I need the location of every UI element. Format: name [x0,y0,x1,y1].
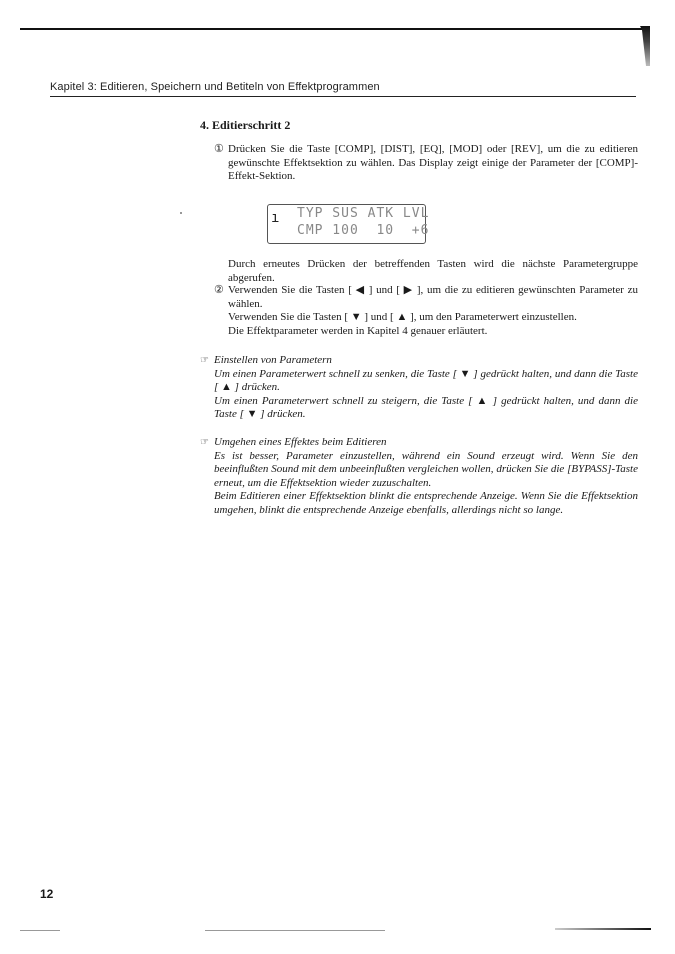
tip-bypass-while-editing [200,436,638,517]
step-2-number: ② [214,284,224,296]
section-title: 4. Editierschritt 2 [200,118,291,132]
step-2-line-3: Die Effektparameter werden in Kapitel 4 genauer erläutert. [228,324,488,337]
tip-adjusting-parameters [200,354,638,422]
page-number: 12 [40,887,54,901]
lcd-line-2: CMP 100 10 +6 [297,223,430,238]
tip-2-line-2: Beim Editieren einer Effektsektion blinkt die entsprechende Anzeige. Wenn Sie die Effektsektion umgehen, blinkt die entsprechende Anzeige ebenfalls, allerdings nicht so lange. [214,490,638,516]
top-rule-edge [640,26,650,66]
lcd-line-1: TYP SUS ATK LVL [297,206,430,221]
tip-2-heading: Umgehen eines Effektes beim Editieren [214,436,387,448]
pointing-hand-icon: ☞ [200,355,209,366]
tip-1-line-2: Um einen Parameterwert schnell zu steigern, die Taste [ ▲ ] gedrückt halten, und dann die Taste [ ▼ ] drücken. [214,394,638,420]
step-2 [214,284,638,338]
pointing-hand-icon: ☞ [200,437,209,448]
lcd-note: Durch erneutes Drücken der betreffenden Tasten wird die nächste Parametergruppe abgerufen. [228,258,638,284]
scan-speck [180,212,182,214]
step-2-line-1: Verwenden Sie die Tasten [ ◀ ] und [ ▶ ], um die zu editieren gewünschten Parameter zu wählen. [228,284,638,310]
tip-2-line-1: Es ist besser, Parameter einzustellen, während ein Sound erzeugt wird. Wenn Sie den beeinflußten Sound mit dem unbeeinflußten vergleichen wollen, drücken Sie die [BYPASS]-Taste erneut, um die Effektsektion wieder zuzuschalten. [214,449,638,489]
tip-1-heading: Einstellen von Parametern [214,354,332,366]
bottom-rule-right [555,928,651,930]
lcd-cursor-mark: ı [271,210,280,226]
top-rule [20,28,642,30]
step-2-line-2: Verwenden Sie die Tasten [ ▼ ] und [ ▲ ], um den Parameterwert einzustellen. [228,311,577,323]
step-1-text: Drücken Sie die Taste [COMP], [DIST], [EQ], [MOD] oder [REV], um die zu editieren gewünschte Effektsektion zu wählen. Das Display zeigt einige der Parameter der [COMP]-Effekt-Sektion. [228,143,638,182]
bottom-rule-left [20,930,60,931]
step-1 [214,143,638,184]
step-1-number: ① [214,143,224,155]
tip-1-line-1: Um einen Parameterwert schnell zu senken, die Taste [ ▼ ] gedrückt halten, und dann die Taste [ ▲ ] drücken. [214,367,638,393]
chapter-header: Kapitel 3: Editieren, Speichern und Betiteln von Effektprogrammen [50,81,380,93]
bottom-rule-middle [205,930,385,931]
chapter-rule [50,96,636,97]
